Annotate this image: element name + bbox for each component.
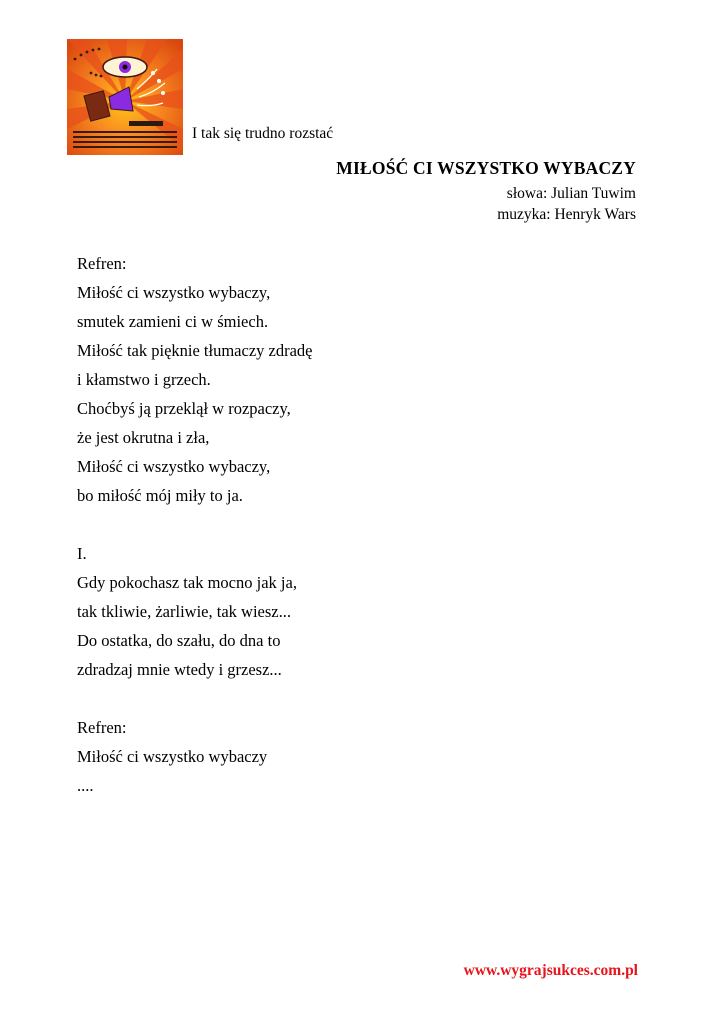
lyric-line: Choćbyś ją przeklął w rozpaczy, [77, 399, 291, 418]
lyric-line: bo miłość mój miły to ja. [77, 486, 243, 505]
lyric-line: tak tkliwie, żarliwie, tak wiesz... [77, 602, 291, 621]
lyric-line: .... [77, 776, 94, 795]
lyric-line: Refren: [77, 254, 127, 273]
lyric-line: i kłamstwo i grzech. [77, 370, 211, 389]
stanza-refrain [77, 249, 313, 510]
lyric-line: Miłość ci wszystko wybaczy [77, 747, 268, 766]
stanza-verse-1 [77, 539, 313, 684]
album-cover-illustration-icon [67, 39, 183, 155]
album-cover-image [67, 39, 183, 155]
lyric-line: Gdy pokochasz tak mocno jak ja, [77, 573, 297, 592]
footer-website-link[interactable]: www.wygrajsukces.com.pl [463, 962, 638, 979]
lyrics-credit: słowa: Julian Tuwim [506, 185, 636, 202]
lyric-line: I. [77, 544, 87, 563]
lyric-line: Miłość ci wszystko wybaczy, [77, 457, 271, 476]
lyrics-text [77, 249, 313, 800]
album-title: I tak się trudno rozstać [192, 125, 334, 142]
lyric-line: smutek zamieni ci w śmiech. [77, 312, 269, 331]
lyric-line: Do ostatka, do szału, do dna to [77, 631, 281, 650]
lyric-line: zdradzaj mnie wtedy i grzesz... [77, 660, 282, 679]
music-credit: muzyka: Henryk Wars [497, 206, 636, 223]
lyric-line: Refren: [77, 718, 127, 737]
lyric-line: Miłość tak pięknie tłumaczy zdradę [77, 341, 313, 360]
stanza-refrain-repeat [77, 713, 313, 800]
lyric-line: że jest okrutna i zła, [77, 428, 210, 447]
song-title: MIŁOŚĆ CI WSZYSTKO WYBACZY [336, 158, 636, 178]
stanza-gap [77, 684, 313, 713]
lyric-line: Miłość ci wszystko wybaczy, [77, 283, 271, 302]
stanza-gap [77, 510, 313, 539]
